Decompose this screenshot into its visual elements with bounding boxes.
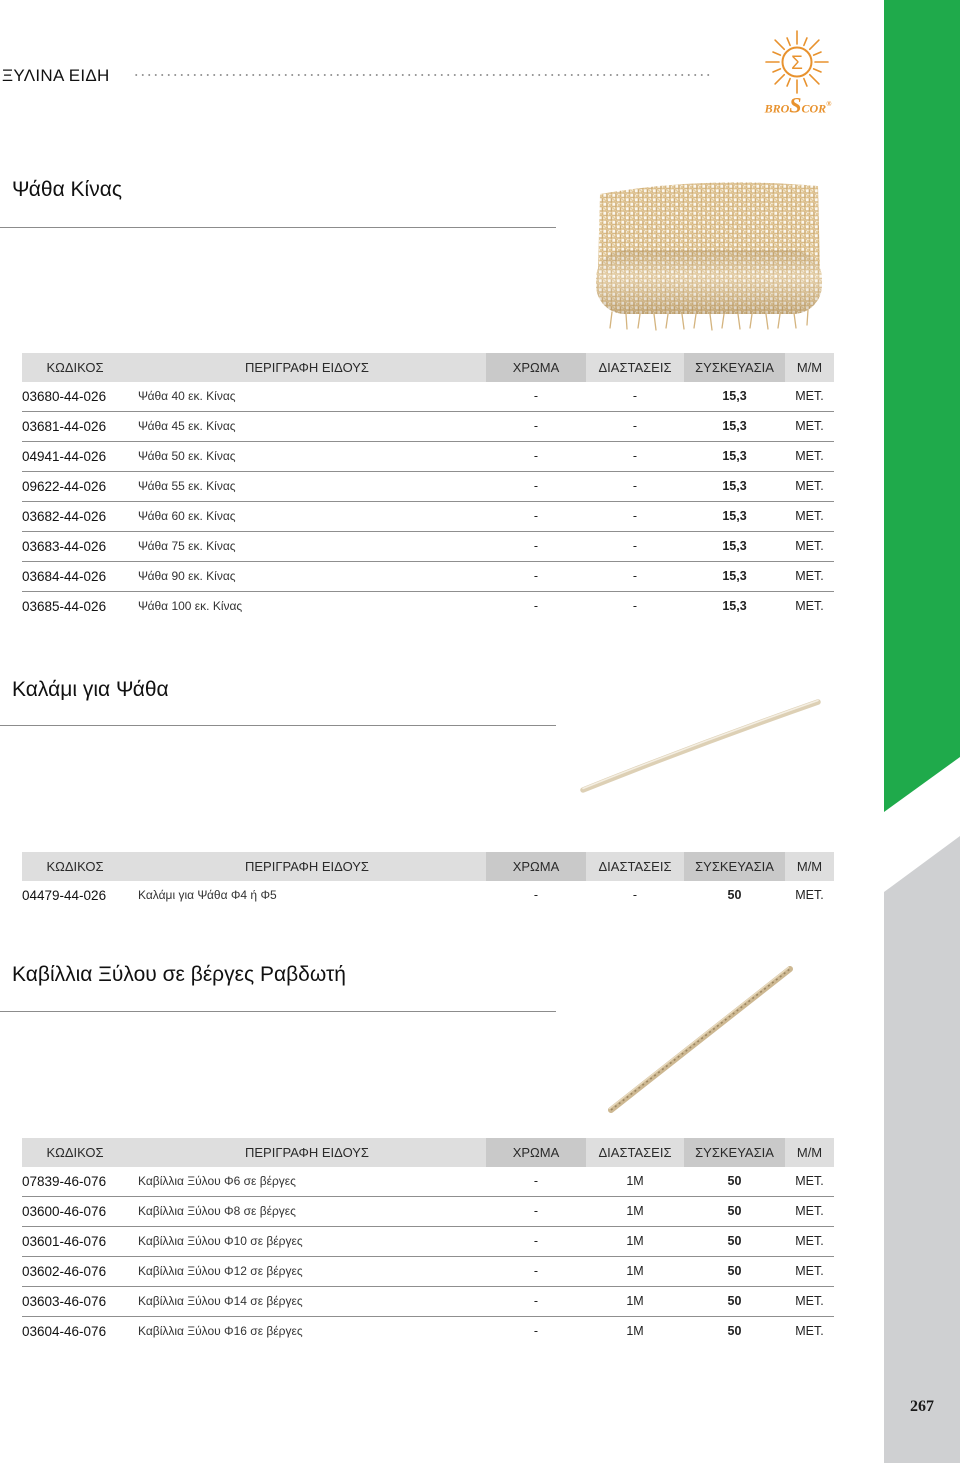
cell-unit: ΜΕΤ.	[795, 569, 824, 583]
table-row	[22, 1227, 834, 1257]
cell-dimensions: 1M	[626, 1174, 644, 1188]
cell-color: -	[533, 888, 539, 902]
cell-color: -	[533, 479, 539, 493]
cane-stick-image	[578, 696, 824, 796]
table-row	[22, 442, 834, 472]
cell-packaging: 50	[727, 1174, 742, 1188]
cell-packaging: 15,3	[722, 539, 747, 553]
logo-symbol: Σ	[791, 53, 803, 74]
product-table	[22, 852, 834, 911]
brand-suffix: COR	[801, 101, 827, 116]
column-header-code: ΚΩΔΙΚΟΣ	[22, 852, 128, 881]
cell-unit: ΜΕΤ.	[795, 1174, 824, 1188]
column-header-packaging: ΣΥΣΚΕΥΑΣΙΑ	[684, 1138, 785, 1167]
cell-dimensions: -	[632, 479, 638, 493]
dotted-leader-line	[133, 74, 710, 76]
cell-color: -	[533, 509, 539, 523]
cell-unit: ΜΕΤ.	[795, 479, 824, 493]
table-row	[22, 502, 834, 532]
section-title: Καλάμι για Ψάθα	[12, 678, 169, 701]
green-band-shape	[884, 0, 960, 812]
column-header-description: ΠΕΡΙΓΡΑΦΗ ΕΙΔΟΥΣ	[128, 353, 486, 382]
table-body	[22, 1167, 834, 1347]
cell-description: Ψάθα 75 εκ. Κίνας	[138, 539, 236, 553]
cell-dimensions: -	[632, 599, 638, 613]
table-row	[22, 1287, 834, 1317]
table-body	[22, 881, 834, 911]
column-header-unit: Μ/Μ	[785, 1138, 834, 1167]
cell-unit: ΜΕΤ.	[795, 599, 824, 613]
cell-unit: ΜΕΤ.	[795, 539, 824, 553]
cell-description: Ψάθα 55 εκ. Κίνας	[138, 479, 236, 493]
cell-color: -	[533, 539, 539, 553]
table-header	[22, 852, 834, 881]
cell-dimensions: -	[632, 509, 638, 523]
sun-logo-icon	[756, 29, 838, 95]
cell-unit: ΜΕΤ.	[795, 1294, 824, 1308]
cell-packaging: 50	[727, 1264, 742, 1278]
cell-packaging: 15,3	[722, 449, 747, 463]
cell-color: -	[533, 389, 539, 403]
cell-packaging: 50	[727, 1204, 742, 1218]
cell-packaging: 50	[727, 1324, 742, 1338]
cell-dimensions: 1M	[626, 1294, 644, 1308]
cell-code: 03681-44-026	[22, 419, 107, 434]
cell-unit: ΜΕΤ.	[795, 509, 824, 523]
cell-unit: ΜΕΤ.	[795, 1264, 824, 1278]
registered-mark: ®	[826, 100, 832, 108]
page-number: 267	[910, 1398, 934, 1415]
section-underline	[0, 227, 556, 228]
cell-unit: ΜΕΤ.	[795, 1234, 824, 1248]
cell-packaging: 15,3	[722, 569, 747, 583]
cell-code: 03684-44-026	[22, 569, 107, 584]
cell-color: -	[533, 419, 539, 433]
column-header-color: ΧΡΩΜΑ	[486, 353, 586, 382]
cell-description: Καβίλλια Ξύλου Φ16 σε βέργες	[138, 1324, 303, 1338]
cell-packaging: 15,3	[722, 389, 747, 403]
column-header-color: ΧΡΩΜΑ	[486, 852, 586, 881]
cell-code: 03683-44-026	[22, 539, 107, 554]
table-row	[22, 382, 834, 412]
cell-dimensions: -	[632, 419, 638, 433]
column-header-packaging: ΣΥΣΚΕΥΑΣΙΑ	[684, 852, 785, 881]
cell-description: Ψάθα 45 εκ. Κίνας	[138, 419, 236, 433]
cell-packaging: 15,3	[722, 479, 747, 493]
cell-dimensions: 1M	[626, 1234, 644, 1248]
cell-code: 03601-46-076	[22, 1234, 107, 1249]
column-header-color: ΧΡΩΜΑ	[486, 1138, 586, 1167]
table-row	[22, 1257, 834, 1287]
cell-code: 03603-46-076	[22, 1294, 107, 1309]
cell-description: Καβίλλια Ξύλου Φ10 σε βέργες	[138, 1234, 303, 1248]
cell-packaging: 15,3	[722, 509, 747, 523]
cell-unit: ΜΕΤ.	[795, 419, 824, 433]
cell-code: 03602-46-076	[22, 1264, 107, 1279]
table-row	[22, 412, 834, 442]
table-row	[22, 1197, 834, 1227]
cell-color: -	[533, 449, 539, 463]
cell-description: Καβίλλια Ξύλου Φ12 σε βέργες	[138, 1264, 303, 1278]
table-header	[22, 353, 834, 382]
cell-unit: ΜΕΤ.	[795, 449, 824, 463]
table-row	[22, 592, 834, 622]
column-header-unit: Μ/Μ	[785, 852, 834, 881]
column-header-dimensions: ΔΙΑΣΤΑΣΕΙΣ	[586, 353, 684, 382]
cell-code: 07839-46-076	[22, 1174, 107, 1189]
cell-description: Καβίλλια Ξύλου Φ6 σε βέργες	[138, 1174, 296, 1188]
cell-description: Καβίλλια Ξύλου Φ8 σε βέργες	[138, 1204, 296, 1218]
cell-color: -	[533, 1204, 539, 1218]
cell-dimensions: 1M	[626, 1324, 644, 1338]
cell-unit: ΜΕΤ.	[795, 888, 824, 902]
brand-mark: S	[789, 92, 802, 118]
cell-description: Ψάθα 90 εκ. Κίνας	[138, 569, 236, 583]
cell-dimensions: 1M	[626, 1264, 644, 1278]
cell-dimensions: -	[632, 539, 638, 553]
table-body	[22, 382, 834, 622]
fluted-wooden-dowel-image	[604, 964, 796, 1116]
cell-color: -	[533, 1234, 539, 1248]
cell-code: 03685-44-026	[22, 599, 107, 614]
table-row	[22, 532, 834, 562]
cell-description: Ψάθα 60 εκ. Κίνας	[138, 509, 236, 523]
table-header	[22, 1138, 834, 1167]
cell-code: 09622-44-026	[22, 479, 107, 494]
side-color-band	[884, 0, 960, 1463]
section-title: Ψάθα Κίνας	[12, 178, 122, 201]
section-underline	[0, 1011, 556, 1012]
section-underline	[0, 725, 556, 726]
cell-description: Ψάθα 100 εκ. Κίνας	[138, 599, 243, 613]
cell-description: Ψάθα 40 εκ. Κίνας	[138, 389, 236, 403]
cell-color: -	[533, 569, 539, 583]
table-row	[22, 1167, 834, 1197]
cell-dimensions: 1M	[626, 1204, 644, 1218]
column-header-code: ΚΩΔΙΚΟΣ	[22, 1138, 128, 1167]
product-table	[22, 1138, 834, 1347]
cell-code: 03600-46-076	[22, 1204, 107, 1219]
cell-color: -	[533, 599, 539, 613]
cell-color: -	[533, 1264, 539, 1278]
cell-description: Καβίλλια Ξύλου Φ14 σε βέργες	[138, 1294, 303, 1308]
cell-color: -	[533, 1294, 539, 1308]
table-row	[22, 562, 834, 592]
gray-band-shape	[884, 836, 960, 1463]
cell-dimensions: -	[632, 449, 638, 463]
cell-dimensions: -	[632, 888, 638, 902]
category-heading: ΞΥΛΙΝΑ ΕΙΔΗ	[2, 66, 110, 85]
column-header-packaging: ΣΥΣΚΕΥΑΣΙΑ	[684, 353, 785, 382]
column-header-unit: Μ/Μ	[785, 353, 834, 382]
table-row	[22, 1317, 834, 1347]
column-header-dimensions: ΔΙΑΣΤΑΣΕΙΣ	[586, 852, 684, 881]
cell-packaging: 50	[727, 888, 742, 902]
cell-color: -	[533, 1324, 539, 1338]
brand-logo-text	[752, 92, 844, 120]
cell-unit: ΜΕΤ.	[795, 1324, 824, 1338]
cell-code: 03682-44-026	[22, 509, 107, 524]
cane-webbing-roll-image	[592, 178, 828, 332]
cell-packaging: 15,3	[722, 599, 747, 613]
brand-prefix: BRO	[764, 101, 790, 116]
column-header-description: ΠΕΡΙΓΡΑΦΗ ΕΙΔΟΥΣ	[128, 1138, 486, 1167]
cell-packaging: 50	[727, 1294, 742, 1308]
cell-dimensions: -	[632, 569, 638, 583]
cell-dimensions: -	[632, 389, 638, 403]
cell-packaging: 50	[727, 1234, 742, 1248]
column-header-code: ΚΩΔΙΚΟΣ	[22, 353, 128, 382]
column-header-dimensions: ΔΙΑΣΤΑΣΕΙΣ	[586, 1138, 684, 1167]
section-title: Καβίλλια Ξύλου σε βέργες Ραβδωτή	[12, 963, 346, 986]
cell-description: Καλάμι για Ψάθα Φ4 ή Φ5	[138, 888, 277, 902]
cell-unit: ΜΕΤ.	[795, 389, 824, 403]
cell-color: -	[533, 1174, 539, 1188]
column-header-description: ΠΕΡΙΓΡΑΦΗ ΕΙΔΟΥΣ	[128, 852, 486, 881]
cell-unit: ΜΕΤ.	[795, 1204, 824, 1218]
cell-code: 03604-46-076	[22, 1324, 107, 1339]
cell-code: 04479-44-026	[22, 888, 107, 903]
table-row	[22, 472, 834, 502]
product-table	[22, 353, 834, 622]
cell-packaging: 15,3	[722, 419, 747, 433]
cell-description: Ψάθα 50 εκ. Κίνας	[138, 449, 236, 463]
cell-code: 04941-44-026	[22, 449, 107, 464]
cell-code: 03680-44-026	[22, 389, 107, 404]
table-row	[22, 881, 834, 911]
